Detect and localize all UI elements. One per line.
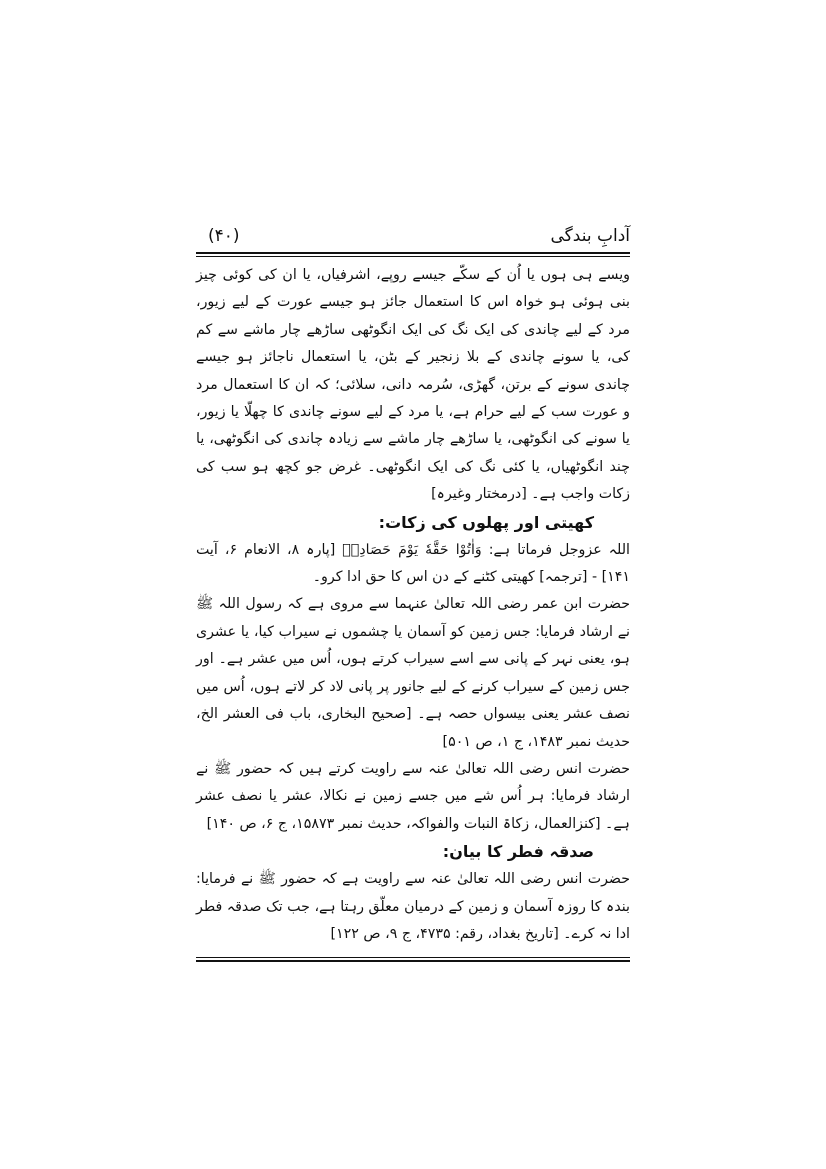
page-number: (۴۰) xyxy=(208,226,240,246)
paragraph-hadith-sadaqa: حضرت انس رضی اللہ تعالیٰ عنہ سے راویت ہے کہ حضور ﷺ نے فرمایا: بندہ کا روزہ آسمان و زمین کے درمیان معلّق رہتا ہے، جب تک صدقہ فطر ادا نہ کرے۔ [تاریخ بغداد، رقم: ۴۷۳۵، ج ۹، ص ۱۲۲] xyxy=(196,871,630,942)
footer-rule-thin xyxy=(196,957,630,958)
book-title: آدابِ بندگی xyxy=(550,226,630,246)
heading-crops-zakat: کھیتی اور پھلوں کی زکات: xyxy=(378,512,594,532)
paragraph-hadith-anas: حضرت انس رضی اللہ تعالیٰ عنہ سے راویت کرتے ہیں کہ حضور ﷺ نے ارشاد فرمایا: ہر اُس شے میں جسے زمین نے نکالا، عشر یا نصف عشر ہے۔ [کنزالعمال، زکاۃ النبات والفواکہ، حدیث نمبر ۱۵۸۷۳، ج ۶، ص ۱۴۰] xyxy=(196,760,630,832)
paragraph-hadith-ibn-umar: حضرت ابن عمر رضی اللہ تعالیٰ عنہما سے مروی ہے کہ رسول اللہ ﷺ نے ارشاد فرمایا: جس زمین کو آسمان یا چشموں نے سیراب کیا، یا عشری ہو، یعنی نہر کے پانی سے اسے سیراب کرتے ہوں، اُس میں عشر ہے۔ اور جس زمین کے سیراب کرنے کے لیے جانور پر پانی لاد کر لاتے ہوں، اُس میں نصف عشر یعنی بیسواں حصہ ہے۔ [صحیح البخاری، باب فی العشر الخ، حدیث نمبر ۱۴۸۳، ج ۱، ص ۵۰۱] xyxy=(196,596,630,750)
quran-ayah: وَاٰتُوْا حَقَّهٗ یَوْمَ حَصَادِهٖ xyxy=(342,541,482,558)
header-rule-thin xyxy=(196,256,630,257)
heading-sadaqa-fitr: صدقہ فطر کا بیان: xyxy=(442,842,594,862)
paragraph-quran-verse xyxy=(196,537,630,592)
verse-intro: اللہ عزوجل فرماتا ہے: xyxy=(481,541,630,558)
paragraph-gold-silver: ویسے ہی ہوں یا اُن کے سکّے جیسے روپے، اشرفیاں، یا ان کی کوئی چیز بنی ہوئی ہو خواہ اس کا استعمال جائز ہو جیسے عورت کے لیے زیور، مرد کے لیے چاندی کی ایک نگ کی ایک انگوٹھی ساڑھے چار ماشے سے کم کی، یا سونے چاندی کے بلا زنجیر کے بٹن، یا استعمال ناجائز ہو جیسے چاندی سونے کے برتن، گھڑی، سُرمہ دانی، سلائی؛ کہ ان کا استعمال مرد و عورت سب کے لیے حرام ہے، یا مرد کے لیے سونے چاندی کا چھلّا یا زیور، یا سونے کی انگوٹھی، یا ساڑھے چار ماشے سے زیادہ چاندی کی انگوٹھی، یا چند انگوٹھیاں، یا کئی نگ کی ایک انگوٹھی۔ غرض جو کچھ ہو سب کی زکات واجب ہے۔ [درمختار وغیرہ] xyxy=(196,267,630,503)
page-body xyxy=(196,262,630,948)
footer-rule xyxy=(196,960,630,962)
verse-reference: [پارہ ۸، الانعام ۶، آیت ۱۴۱] - [ترجمہ] کھیتی کٹنے کے دن اس کا حق ادا کرو۔ xyxy=(196,541,630,586)
header-rule xyxy=(196,252,630,254)
running-header xyxy=(196,226,630,254)
